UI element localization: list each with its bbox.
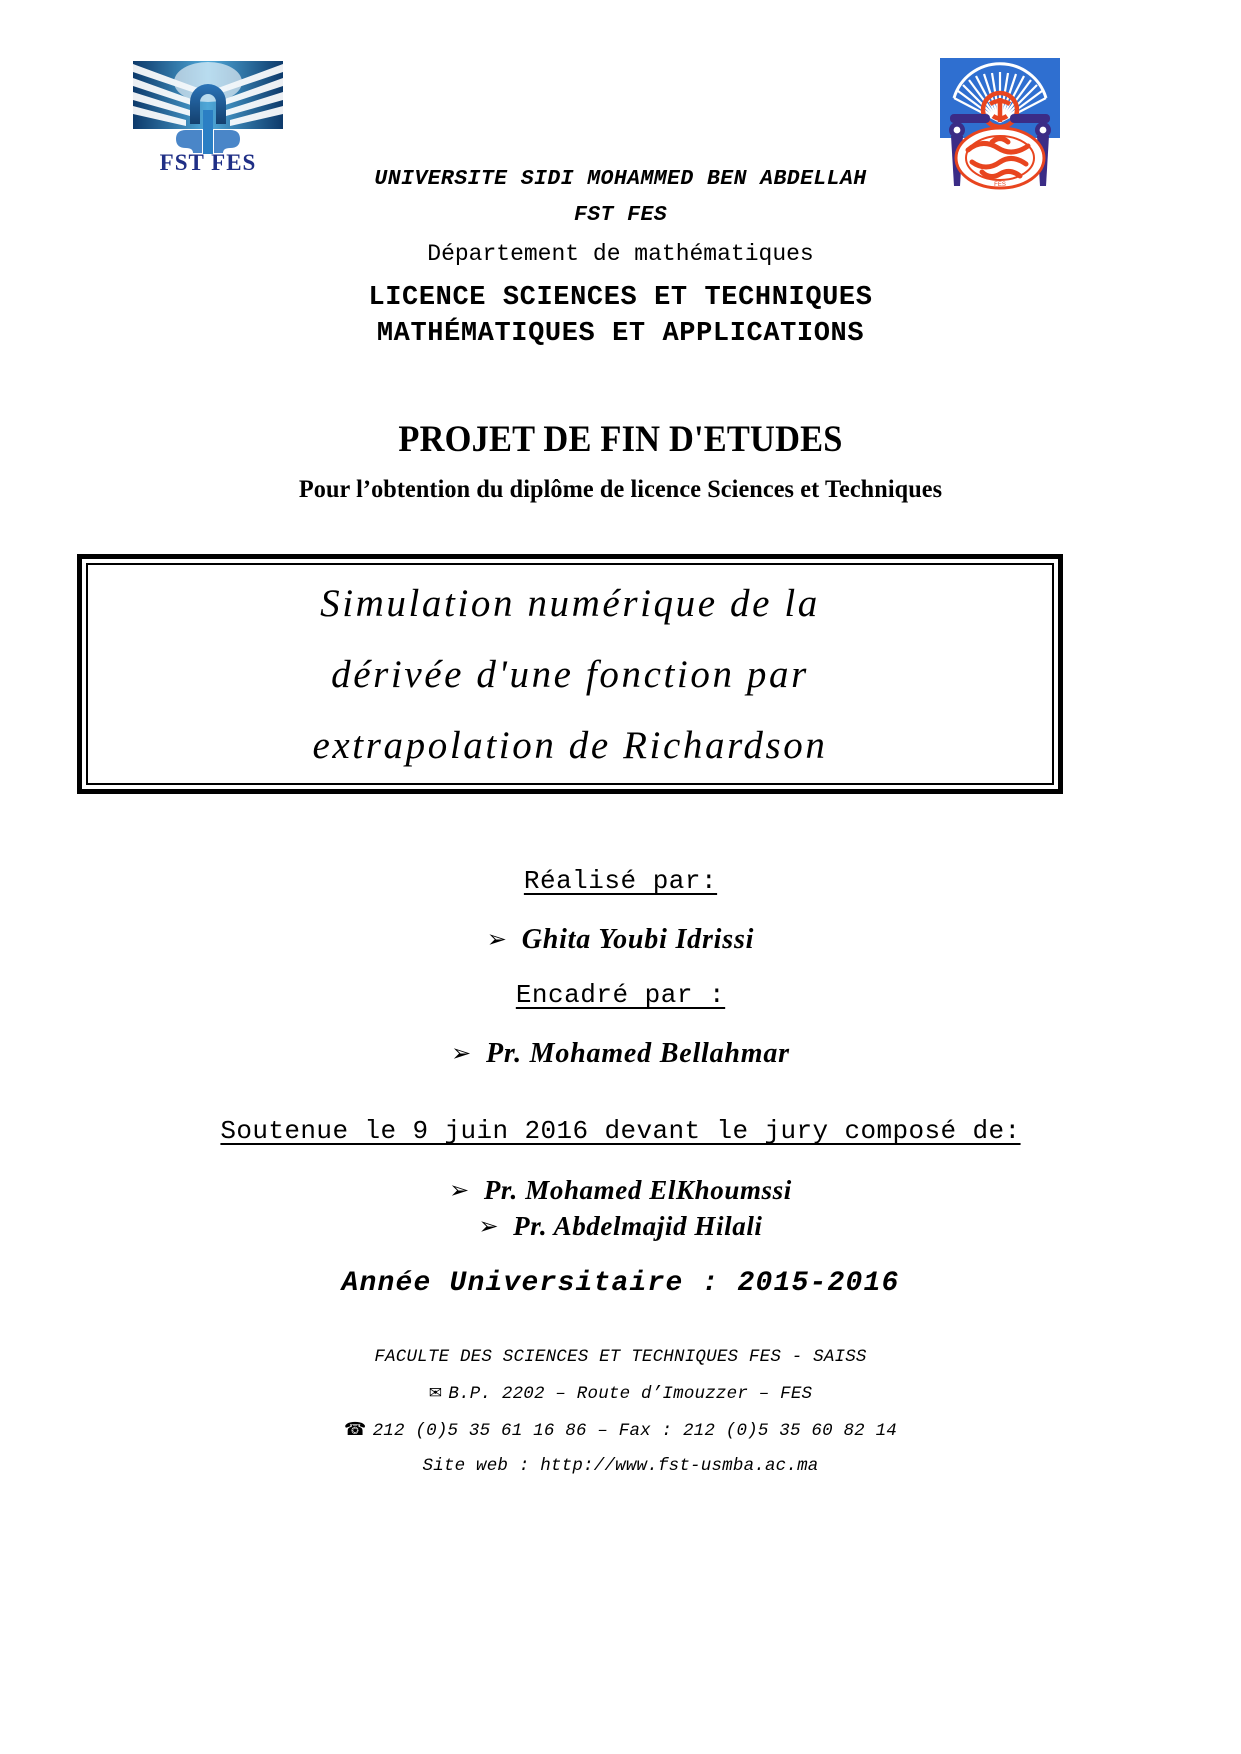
footer-faculty: FACULTE DES SCIENCES ET TECHNIQUES FES - SAISS [374, 1347, 867, 1367]
academic-year: Année Universitaire : 2015-2016 [341, 1268, 900, 1299]
supervisor-row [0, 1038, 1241, 1070]
school-name: FST FES [573, 203, 668, 227]
jury-heading-row [0, 1116, 1241, 1146]
program-line-1: LICENCE SCIENCES ET TECHNIQUES [368, 283, 873, 313]
thesis-title-line-3: extrapolation de Richardson [312, 723, 828, 767]
jury-heading: Soutenue le 9 juin 2016 devant le jury composé de: [220, 1116, 1021, 1146]
spacer [0, 1070, 1241, 1116]
thesis-title-line-1: Simulation numérique de la [320, 581, 820, 625]
jury-member-name: Pr. Abdelmajid Hilali [513, 1211, 763, 1241]
footer-address: B.P. 2202 – Route d’Imouzzer – FES [448, 1384, 813, 1404]
telephone-icon: ☎ [343, 1419, 367, 1440]
university-name: UNIVERSITE SIDI MOHAMMED BEN ABDELLAH [374, 167, 867, 191]
footer-phone-row [0, 1412, 1241, 1449]
encadre-par-label-row [0, 980, 1241, 1010]
realise-par-label-row [0, 866, 1241, 896]
arrow-bullet-icon: ➢ [478, 1212, 500, 1240]
footer-website: Site web : http://www.fst-usmba.ac.ma [422, 1456, 819, 1476]
people-section [0, 866, 1241, 1299]
spacer [0, 1146, 1241, 1172]
program-line-2: MATHÉMATIQUES ET APPLICATIONS [376, 319, 865, 349]
svg-text:FES: FES [994, 182, 1006, 188]
arrow-bullet-icon: ➢ [486, 925, 508, 953]
project-heading: PROJET DE FIN D'ETUDES [398, 419, 843, 460]
spacer [0, 1244, 1241, 1268]
jury-member-row [0, 1208, 1241, 1244]
spacer [0, 1010, 1241, 1038]
supervisor-name: Pr. Mohamed Bellahmar [486, 1038, 790, 1069]
thesis-title-box [77, 554, 1063, 794]
academic-year-row [0, 1268, 1241, 1299]
fst-fes-logo-mark [128, 58, 288, 156]
student-name: Ghita Youbi Idrissi [521, 924, 755, 955]
project-subheading: Pour l’obtention du diplôme de licence Sciences et Techniques [298, 474, 943, 503]
thesis-title-box-inner [86, 563, 1054, 785]
department-name: Département de mathématiques [427, 241, 814, 267]
realise-par-label: Réalisé par: [523, 866, 718, 896]
arrow-bullet-icon: ➢ [449, 1176, 470, 1204]
arrow-bullet-icon: ➢ [451, 1039, 473, 1067]
footer-contact-block [0, 1340, 1241, 1484]
envelope-icon: ✉ [428, 1383, 443, 1402]
encadre-par-label: Encadré par : [515, 980, 726, 1010]
spacer [0, 956, 1241, 980]
jury-member-row [0, 1172, 1241, 1208]
student-row [0, 924, 1241, 956]
institution-header [0, 162, 1241, 354]
spacer [0, 896, 1241, 924]
fst-fes-logo-caption: FST FES [159, 150, 257, 175]
jury-member-name: Pr. Mohamed ElKhoumssi [483, 1175, 792, 1205]
footer-address-row [0, 1375, 1241, 1412]
footer-phone: 212 (0)5 35 61 16 86 – Fax : 212 (0)5 35 60 82 14 [372, 1421, 897, 1441]
thesis-title-line-2: dérivée d'une fonction par [331, 652, 809, 696]
